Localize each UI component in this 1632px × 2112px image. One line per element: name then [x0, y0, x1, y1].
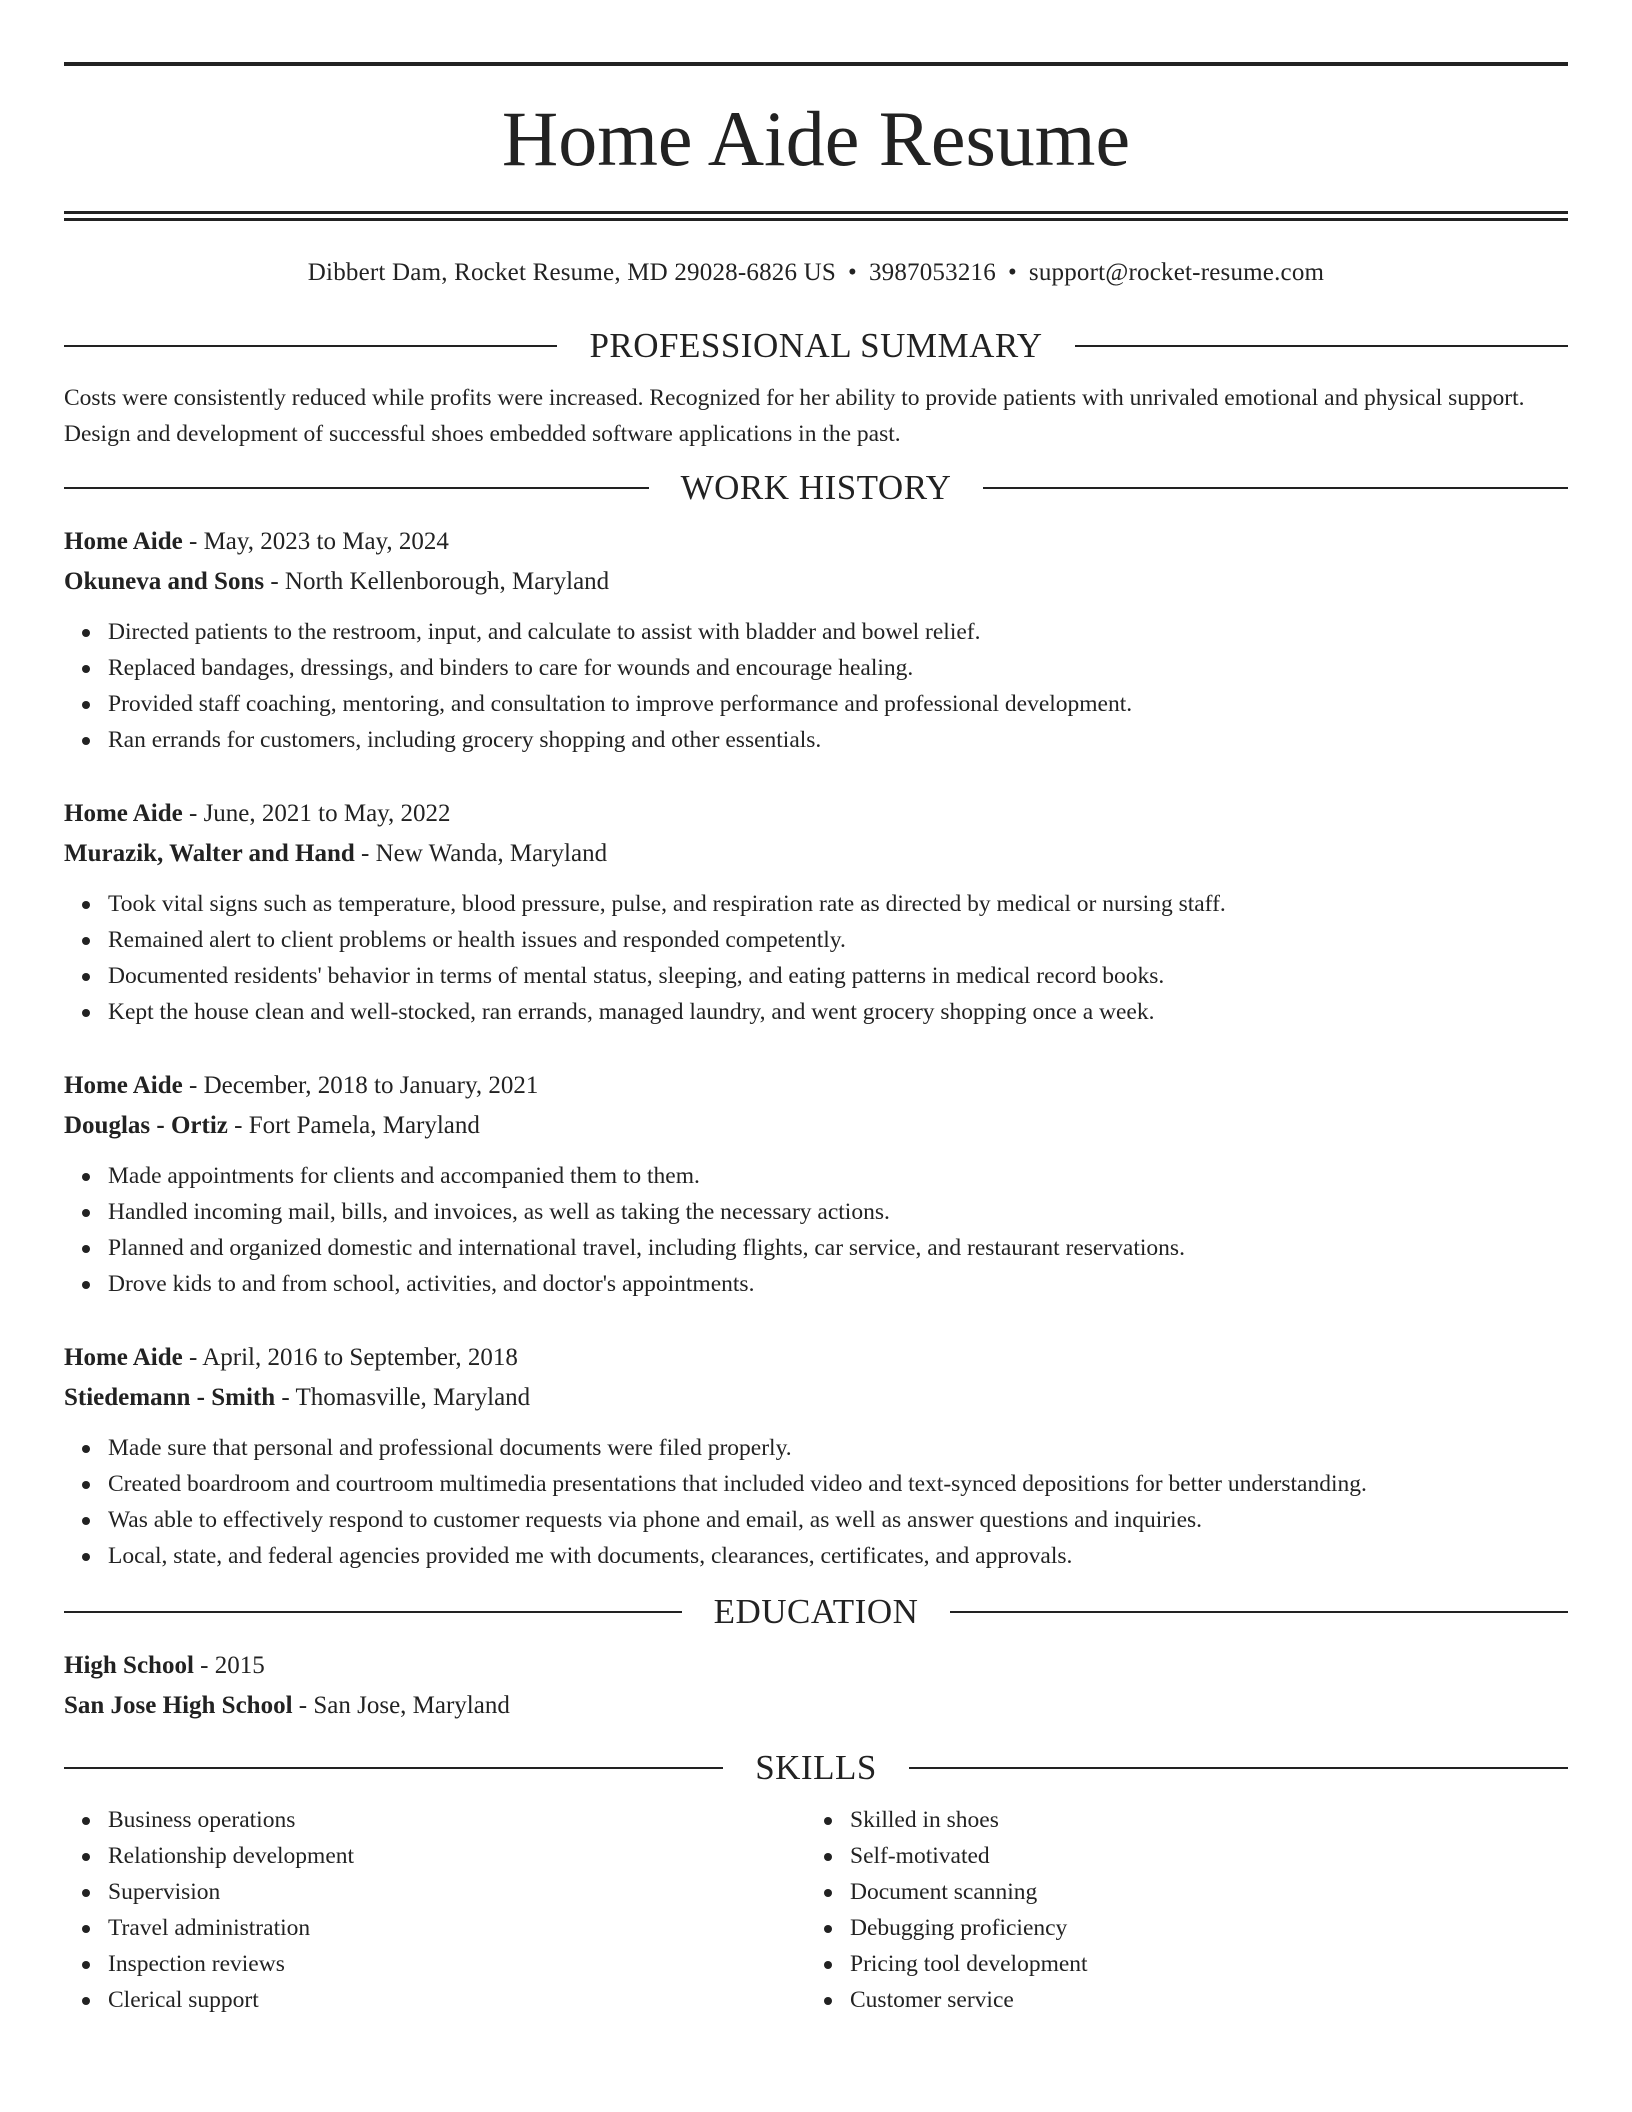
list-item: Made appointments for clients and accompanied them to them.	[108, 1158, 1568, 1194]
skill-item: Relationship development	[108, 1838, 806, 1874]
education-school: San Jose High School	[64, 1692, 293, 1719]
heading-rule-left	[64, 1767, 723, 1769]
job-entry	[64, 794, 1568, 1030]
contact-line	[64, 258, 1568, 288]
job-company-line	[64, 1106, 1568, 1146]
skill-item: Pricing tool development	[850, 1946, 1548, 1982]
title-double-rule	[64, 211, 1568, 221]
skills-columns	[64, 1802, 1568, 2018]
job-title-line	[64, 1338, 1568, 1378]
job-entry	[64, 1066, 1568, 1302]
job-dates: - December, 2018 to January, 2021	[182, 1072, 539, 1099]
job-dates: - April, 2016 to September, 2018	[182, 1344, 518, 1371]
job-location: - New Wanda, Maryland	[354, 840, 608, 867]
list-item: Created boardroom and courtroom multimedia presentations that included video and text-synced depositions for better understanding.	[108, 1466, 1568, 1502]
job-title-line	[64, 522, 1568, 562]
job-company-line	[64, 1378, 1568, 1418]
skill-item: Self-motivated	[850, 1838, 1548, 1874]
list-item: Directed patients to the restroom, input, and calculate to assist with bladder and bowel relief.	[108, 614, 1568, 650]
section-heading-label: WORK HISTORY	[680, 468, 952, 507]
heading-rule-right	[950, 1611, 1568, 1613]
skill-item: Supervision	[108, 1874, 806, 1910]
job-bullets	[64, 1430, 1568, 1574]
job-company-line	[64, 562, 1568, 602]
job-location: - Thomasville, Maryland	[275, 1384, 531, 1411]
list-item: Planned and organized domestic and international travel, including flights, car service, and restaurant reservations.	[108, 1230, 1568, 1266]
job-title: Home Aide	[64, 800, 183, 827]
list-item: Made sure that personal and professional documents were filed properly.	[108, 1430, 1568, 1466]
skill-item: Debugging proficiency	[850, 1910, 1548, 1946]
list-item: Ran errands for customers, including grocery shopping and other essentials.	[108, 722, 1568, 758]
skill-item: Customer service	[850, 1982, 1548, 2018]
list-item: Was able to effectively respond to customer requests via phone and email, as well as answer questions and inquiries.	[108, 1502, 1568, 1538]
contact-email: support@rocket-resume.com	[1028, 259, 1325, 286]
job-title-line	[64, 794, 1568, 834]
heading-rule-right	[1075, 345, 1568, 347]
job-entry	[64, 522, 1568, 758]
list-item: Local, state, and federal agencies provided me with documents, clearances, certificates, and approvals.	[108, 1538, 1568, 1574]
job-title: Home Aide	[64, 528, 183, 555]
resume-title: Home Aide Resume	[501, 95, 1131, 182]
contact-phone: 3987053216	[868, 259, 996, 286]
job-company: Murazik, Walter and Hand	[64, 840, 355, 867]
job-dates: - June, 2021 to May, 2022	[182, 800, 451, 827]
contact-separator: •	[1007, 259, 1017, 286]
job-title-line	[64, 1066, 1568, 1106]
job-bullets	[64, 886, 1568, 1030]
skill-item: Business operations	[108, 1802, 806, 1838]
education-year: - 2015	[193, 1652, 265, 1679]
contact-address: Dibbert Dam, Rocket Resume, MD 29028-6826 US	[307, 259, 836, 286]
job-bullets	[64, 1158, 1568, 1302]
heading-rule-left	[64, 487, 649, 489]
list-item: Provided staff coaching, mentoring, and consultation to improve performance and professional development.	[108, 686, 1568, 722]
section-heading-label: PROFESSIONAL SUMMARY	[589, 326, 1043, 365]
education-entry	[64, 1646, 1568, 1726]
section-heading-label: EDUCATION	[713, 1592, 919, 1631]
education-degree-line	[64, 1646, 1568, 1686]
skills-list-right	[806, 1802, 1548, 2018]
job-entry	[64, 1338, 1568, 1574]
list-item: Remained alert to client problems or health issues and responded competently.	[108, 922, 1568, 958]
job-company-line	[64, 834, 1568, 874]
section-heading-label: SKILLS	[755, 1748, 877, 1787]
section-heading-work-history	[64, 468, 1568, 508]
top-rule	[64, 62, 1568, 66]
contact-separator: •	[847, 259, 857, 286]
list-item: Handled incoming mail, bills, and invoices, as well as taking the necessary actions.	[108, 1194, 1568, 1230]
job-title: Home Aide	[64, 1344, 183, 1371]
heading-rule-right	[983, 487, 1568, 489]
section-heading-education	[64, 1592, 1568, 1632]
job-company: Stiedemann - Smith	[64, 1384, 276, 1411]
heading-rule-right	[909, 1767, 1568, 1769]
list-item: Took vital signs such as temperature, blood pressure, pulse, and respiration rate as directed by medical or nursing staff.	[108, 886, 1568, 922]
skill-item: Clerical support	[108, 1982, 806, 2018]
skills-list-left	[64, 1802, 806, 2018]
heading-rule-left	[64, 345, 557, 347]
list-item: Drove kids to and from school, activities, and doctor's appointments.	[108, 1266, 1568, 1302]
education-location: - San Jose, Maryland	[292, 1692, 510, 1719]
job-location: - Fort Pamela, Maryland	[227, 1112, 480, 1139]
job-location: - North Kellenborough, Maryland	[264, 568, 610, 595]
skill-item: Document scanning	[850, 1874, 1548, 1910]
summary-text: Costs were consistently reduced while profits were increased. Recognized for her ability to provide patients with unrivaled emotional and physical support. Design and development of successful shoes embedded software applications in the past.	[64, 385, 1525, 447]
job-dates: - May, 2023 to May, 2024	[182, 528, 449, 555]
job-bullets	[64, 614, 1568, 758]
list-item: Kept the house clean and well-stocked, ran errands, managed laundry, and went grocery shopping once a week.	[108, 994, 1568, 1030]
education-school-line	[64, 1686, 1568, 1726]
skill-item: Travel administration	[108, 1910, 806, 1946]
job-company: Okuneva and Sons	[64, 568, 265, 595]
section-heading-skills	[64, 1748, 1568, 1788]
education-degree: High School	[64, 1652, 194, 1679]
skill-item: Skilled in shoes	[850, 1802, 1548, 1838]
job-company: Douglas - Ortiz	[64, 1112, 228, 1139]
section-heading-summary	[64, 326, 1568, 366]
list-item: Replaced bandages, dressings, and binders to care for wounds and encourage healing.	[108, 650, 1568, 686]
heading-rule-left	[64, 1611, 682, 1613]
job-title: Home Aide	[64, 1072, 183, 1099]
list-item: Documented residents' behavior in terms of mental status, sleeping, and eating patterns in medical record books.	[108, 958, 1568, 994]
skill-item: Inspection reviews	[108, 1946, 806, 1982]
